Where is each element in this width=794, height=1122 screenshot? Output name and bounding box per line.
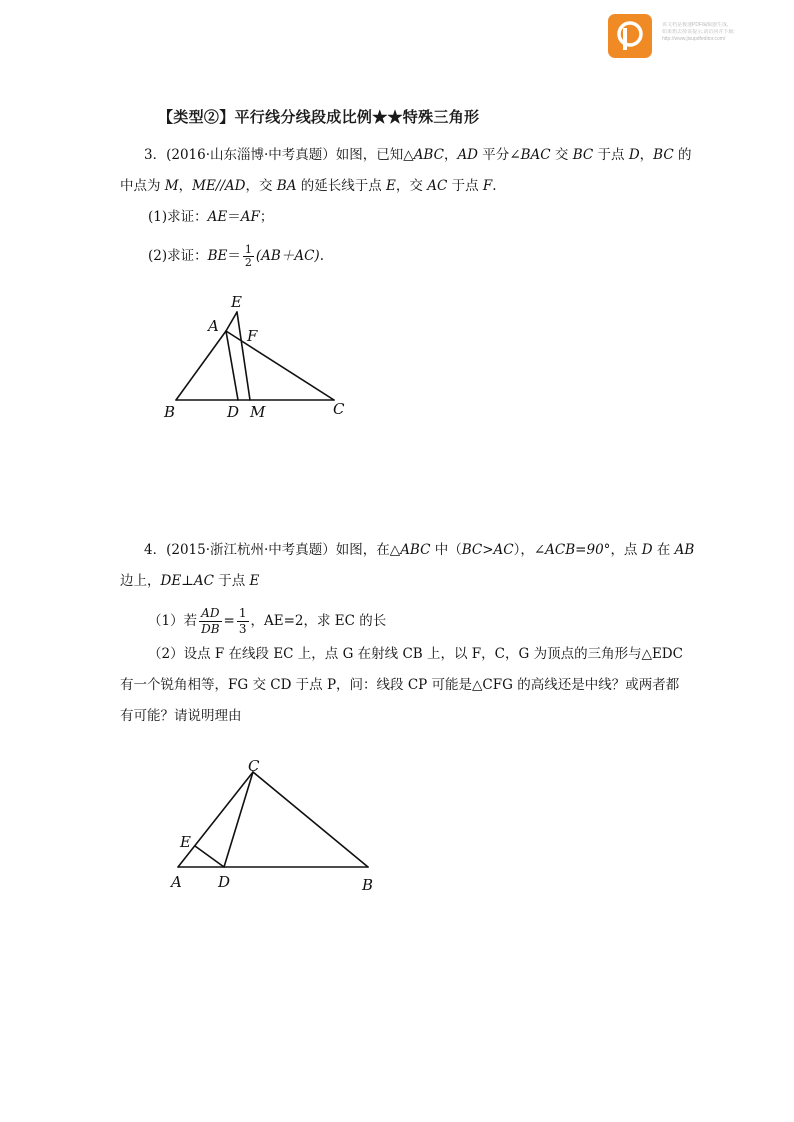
- text: 中点为: [120, 178, 165, 194]
- text: ＝: [227, 248, 241, 264]
- math-expression: (AB＋AC): [255, 248, 320, 264]
- fraction-AD-over-DB: [199, 606, 221, 637]
- problem4-part2-line3: 有可能？请说明理由: [120, 708, 242, 724]
- logo-stem: [623, 28, 627, 50]
- segment-AD: [226, 331, 238, 400]
- text: 的: [673, 147, 692, 163]
- math-var: ∠ACB=90°: [533, 542, 611, 558]
- text: (2)求证：: [148, 248, 208, 264]
- problem4-stem-line2: [120, 571, 259, 591]
- text: ，交: [395, 178, 428, 194]
- text: 于点: [447, 178, 483, 194]
- fraction-numerator: 1: [244, 243, 252, 256]
- math-var: BC>AC: [461, 542, 514, 558]
- watermark-text: [662, 22, 782, 43]
- text: ＝: [227, 209, 241, 225]
- triangle-symbol: △: [403, 147, 414, 163]
- text: ，AE=2，求 EC 的长: [250, 613, 387, 629]
- label-A: A: [171, 873, 182, 891]
- problem4-part2-line2: 有一个锐角相等，FG 交 CD 于点 P，问：线段 CP 可能是△CFG 的高线还是中线？或两者都: [120, 677, 680, 693]
- problem3-figure: [160, 288, 360, 424]
- segment-EM: [237, 312, 250, 400]
- problem4-part1: [148, 606, 386, 637]
- segment-AE: [226, 312, 237, 331]
- text: ，: [443, 147, 458, 163]
- label-C: C: [333, 400, 345, 418]
- label-E: E: [231, 293, 242, 311]
- label-D: D: [218, 873, 231, 891]
- problem4-stem-line1: [144, 540, 694, 560]
- label-B: B: [164, 403, 176, 421]
- fraction-one-half: [243, 244, 254, 269]
- math-var: BC: [653, 147, 674, 163]
- segment-BA: [176, 331, 226, 400]
- text: 边上，: [120, 573, 161, 589]
- math-var: BA: [276, 178, 297, 194]
- text: 在: [652, 542, 675, 558]
- segment-CB: [253, 772, 368, 867]
- math-var: DE⊥AC: [160, 573, 214, 589]
- text: 于点: [213, 573, 250, 589]
- math-var: F: [482, 178, 493, 194]
- text: 的延长线于点: [296, 178, 387, 194]
- math-var: BC: [572, 147, 594, 163]
- watermark-line-1: 该文档是极速PDF编辑器生成,: [662, 22, 729, 28]
- fraction-numerator: 1: [238, 606, 247, 620]
- problem3-part1: [148, 207, 273, 227]
- problem4-part2-line1: （2）设点 F 在线段 EC 上，点 G 在射线 CB 上，以 F，C，G 为顶点的三角形与△EDC: [148, 646, 683, 662]
- fraction-denominator: DB: [201, 622, 220, 636]
- segment-AC: [226, 331, 334, 400]
- fraction-one-third: [237, 606, 249, 637]
- text: .: [492, 178, 497, 194]
- text: 3．(2016·山东淄博·中考真题）如图，已知: [144, 147, 404, 163]
- label-C: C: [248, 757, 260, 775]
- fraction-denominator: 2: [244, 256, 252, 269]
- segment-CD: [224, 772, 253, 867]
- pdf-editor-logo: [608, 14, 652, 58]
- math-var: D: [641, 542, 653, 558]
- problem3-stem-line1: [144, 145, 691, 165]
- text: 中（: [430, 542, 462, 558]
- math-var: AB: [674, 542, 695, 558]
- fraction-denominator: 3: [238, 622, 247, 636]
- watermark-line-2: 如果想去掉该提示,请访问并下载:: [662, 29, 735, 35]
- text: ，: [639, 147, 654, 163]
- math-var: ABC: [400, 542, 431, 558]
- fraction-numerator: AD: [199, 606, 221, 622]
- problem3-part2: [148, 244, 324, 269]
- label-M: M: [250, 403, 266, 421]
- section-title: 【类型②】平行线分线段成比例★★特殊三角形: [158, 108, 480, 126]
- math-var: D: [628, 147, 640, 163]
- math-var: AC: [427, 178, 448, 194]
- text: 于点: [593, 147, 629, 163]
- text: ；: [259, 209, 274, 225]
- math-var: ∠BAC: [509, 147, 551, 163]
- problem4-figure: [168, 752, 384, 894]
- watermark-line-3: http://www.jisupdfeditor.com/: [662, 36, 726, 42]
- math-var: ABC: [413, 147, 444, 163]
- text: 交: [550, 147, 573, 163]
- text: ，点: [610, 542, 642, 558]
- math-var: ME//AD: [192, 178, 246, 194]
- math-var: M: [164, 178, 179, 194]
- label-A: A: [208, 317, 219, 335]
- text: 平分: [478, 147, 510, 163]
- label-B: B: [362, 876, 374, 894]
- label-D: D: [227, 403, 240, 421]
- text: ，交: [245, 178, 277, 194]
- math-var: AF: [240, 209, 260, 225]
- label-E: E: [180, 833, 191, 851]
- text: .: [319, 248, 324, 264]
- math-var: E: [249, 573, 260, 589]
- problem3-stem-line2: [120, 176, 497, 196]
- triangle-symbol: △: [389, 542, 401, 558]
- text: 4．(2015·浙江杭州·中考真题）如图，在: [144, 542, 390, 558]
- text: （1）若: [148, 613, 198, 629]
- math-var: AE: [207, 209, 228, 225]
- text: (1)求证：: [148, 209, 208, 225]
- text: ，: [178, 178, 193, 194]
- math-var: E: [386, 178, 396, 194]
- segment-ED: [195, 846, 224, 867]
- text: =: [223, 613, 235, 629]
- label-F: F: [247, 327, 258, 345]
- segment-AC: [178, 772, 253, 867]
- logo-background: [608, 14, 652, 58]
- text: ），: [513, 542, 534, 558]
- math-var: AD: [457, 147, 479, 163]
- math-var: BE: [207, 248, 228, 264]
